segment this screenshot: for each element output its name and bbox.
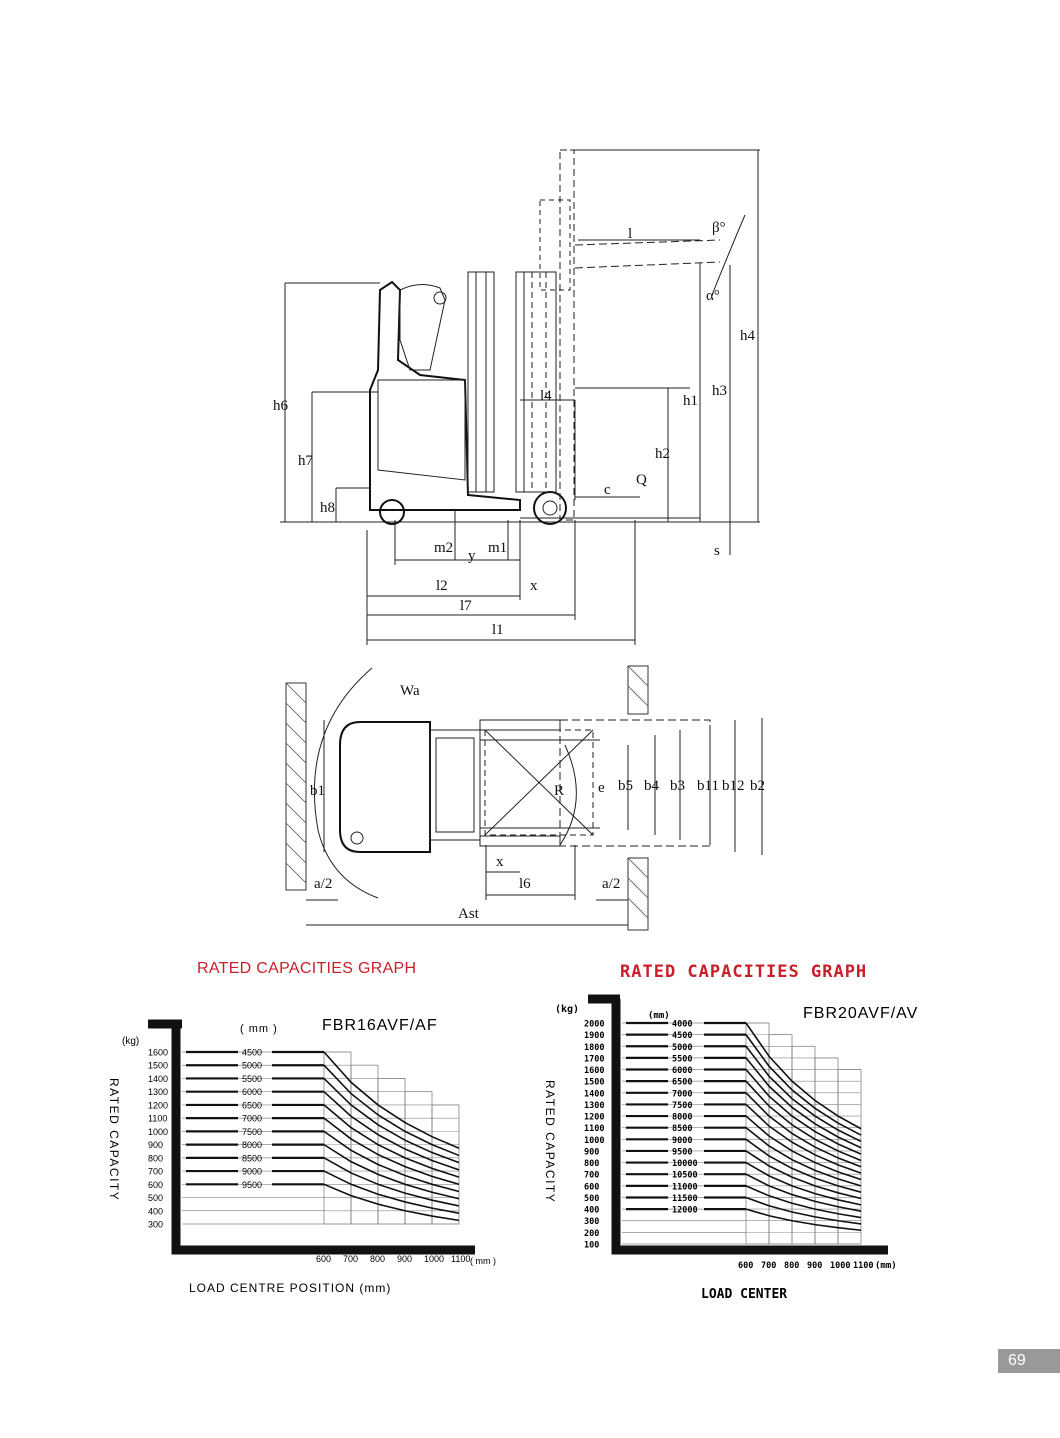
y-tick-label: 1800: [584, 1042, 605, 1053]
svg-text:c: c: [604, 482, 611, 498]
y-tick-label: 400: [148, 1206, 164, 1217]
svg-text:Ast: Ast: [458, 906, 479, 922]
svg-text:l: l: [628, 226, 633, 242]
left-chart-model: FBR16AVF/AF: [322, 1017, 438, 1034]
series-label: 8000: [672, 1112, 693, 1123]
y-tick-label: 1200: [584, 1112, 605, 1123]
y-tick-label: 300: [148, 1219, 164, 1230]
right-chart-x-unit: (mm): [875, 1261, 897, 1271]
y-tick-label: 1600: [148, 1047, 169, 1058]
x-tick-label: 900: [807, 1261, 823, 1271]
y-tick-label: 1300: [584, 1100, 605, 1111]
svg-text:b2: b2: [750, 778, 765, 794]
x-tick-label: 800: [784, 1261, 800, 1271]
svg-text:a/2: a/2: [602, 876, 621, 892]
svg-text:y: y: [468, 548, 476, 564]
right-chart-unit-mm: (mm): [648, 1011, 670, 1021]
y-tick-label: 600: [148, 1179, 164, 1190]
y-tick-label: 500: [148, 1193, 164, 1204]
left-chart-x-axis-title: LOAD CENTRE POSITION (mm): [189, 1281, 392, 1295]
svg-text:b4: b4: [644, 778, 659, 794]
x-tick-label: 600: [316, 1254, 332, 1264]
series-label: 9500: [672, 1147, 693, 1158]
series-label: 6500: [242, 1100, 263, 1111]
series-label: 6000: [672, 1066, 693, 1077]
x-tick-label: 800: [370, 1254, 386, 1264]
series-label: 5000: [672, 1042, 693, 1053]
y-tick-label: 1100: [584, 1124, 605, 1135]
series-label: 11000: [672, 1182, 698, 1193]
svg-text:l7: l7: [460, 598, 472, 614]
series-label: 5500: [672, 1054, 693, 1065]
y-tick-label: 1400: [584, 1089, 605, 1100]
side-view: [273, 150, 760, 645]
x-tick-label: 1000: [830, 1261, 851, 1271]
capacity-curve: [324, 1078, 459, 1162]
x-tick-label: 1100: [451, 1254, 471, 1264]
x-tick-label: 700: [343, 1254, 359, 1264]
y-tick-label: 1500: [148, 1060, 169, 1071]
series-label: 4500: [672, 1031, 693, 1042]
left-capacity-chart: [100, 1010, 530, 1320]
svg-text:h6: h6: [273, 398, 288, 414]
series-label: 10500: [672, 1170, 698, 1181]
y-tick-label: 700: [148, 1166, 164, 1177]
left-chart-unit-mm: ( mm ): [240, 1023, 278, 1035]
top-view: [286, 666, 765, 930]
svg-text:b1: b1: [310, 783, 325, 799]
y-tick-label: 900: [148, 1140, 164, 1151]
series-label: 12000: [672, 1205, 698, 1216]
y-tick-label: 100: [584, 1240, 600, 1251]
series-label: 7000: [672, 1089, 693, 1100]
right-graph-title: RATED CAPACITIES GRAPH: [620, 962, 868, 982]
right-chart-x-axis-title: LOAD CENTER: [701, 1287, 788, 1302]
left-chart-x-unit: ( mm ): [470, 1256, 496, 1266]
y-tick-label: 300: [584, 1217, 600, 1228]
series-label: 11500: [672, 1193, 698, 1204]
series-label: 4000: [672, 1019, 693, 1030]
svg-text:Wa: Wa: [400, 683, 420, 699]
series-label: 8500: [242, 1153, 263, 1164]
series-label: 7500: [242, 1126, 263, 1137]
x-tick-label: 700: [761, 1261, 777, 1271]
svg-text:b12: b12: [722, 778, 745, 794]
y-tick-label: 1000: [584, 1135, 605, 1146]
series-label: 6000: [242, 1087, 263, 1098]
svg-text:h2: h2: [655, 446, 670, 462]
series-label: 6500: [672, 1077, 693, 1088]
x-tick-label: 1100: [853, 1261, 874, 1271]
svg-text:x: x: [496, 854, 504, 870]
capacity-curve: [746, 1058, 861, 1148]
series-label: 9500: [242, 1179, 263, 1190]
y-tick-label: 1500: [584, 1077, 605, 1088]
y-tick-label: 400: [584, 1205, 600, 1216]
series-label: 9000: [242, 1166, 263, 1177]
svg-text:h4: h4: [740, 328, 755, 344]
right-chart-model: FBR20AVF/AV: [803, 1005, 919, 1022]
series-label: 5500: [242, 1073, 263, 1084]
svg-text:l2: l2: [436, 578, 448, 594]
svg-text:b11: b11: [697, 778, 719, 794]
right-chart-unit-kg: (kg): [555, 1004, 580, 1015]
y-tick-label: 1400: [148, 1073, 169, 1084]
series-label: 8500: [672, 1124, 693, 1135]
y-tick-label: 800: [148, 1153, 164, 1164]
y-tick-label: 1200: [148, 1100, 169, 1111]
y-tick-label: 200: [584, 1228, 600, 1239]
y-tick-label: 500: [584, 1193, 600, 1204]
series-label: 4500: [242, 1047, 263, 1058]
series-label: 10000: [672, 1159, 698, 1170]
svg-text:β°: β°: [712, 220, 726, 236]
page-number: 69: [998, 1349, 1060, 1373]
x-tick-label: 1000: [424, 1254, 445, 1264]
y-tick-label: 1100: [148, 1113, 168, 1124]
series-label: 9000: [672, 1135, 693, 1146]
svg-text:h7: h7: [298, 453, 313, 469]
series-label: 5000: [242, 1060, 263, 1071]
y-tick-label: 1900: [584, 1031, 605, 1042]
svg-text:e: e: [598, 780, 605, 796]
svg-text:m1: m1: [488, 540, 508, 556]
x-tick-label: 600: [738, 1261, 754, 1271]
series-label: 8000: [242, 1140, 263, 1151]
grid-cell-column: [838, 1070, 861, 1244]
y-tick-label: 1700: [584, 1054, 605, 1065]
svg-text:h1: h1: [683, 393, 698, 409]
svg-text:h8: h8: [320, 500, 335, 516]
y-tick-label: 1600: [584, 1066, 605, 1077]
svg-text:s: s: [714, 543, 720, 559]
capacity-curve: [746, 1093, 861, 1167]
left-graph-title: RATED CAPACITIES GRAPH: [197, 960, 417, 977]
y-tick-label: 1300: [148, 1087, 169, 1098]
y-tick-label: 800: [584, 1159, 600, 1170]
capacity-curve: [324, 1145, 459, 1199]
capacity-curve: [746, 1151, 861, 1199]
svg-text:a/2: a/2: [314, 876, 333, 892]
right-chart-y-axis-title: RATED CAPACITY: [543, 1080, 557, 1204]
svg-text:α°: α°: [706, 288, 720, 304]
left-chart-unit-kg: (kg): [122, 1036, 140, 1047]
series-label: 7500: [672, 1100, 693, 1111]
right-capacity-chart: [538, 990, 958, 1310]
x-tick-label: 900: [397, 1254, 413, 1264]
capacity-curve: [746, 1046, 861, 1141]
svg-text:l6: l6: [519, 876, 531, 892]
svg-text:h3: h3: [712, 383, 727, 399]
y-tick-label: 600: [584, 1182, 600, 1193]
svg-text:m2: m2: [434, 540, 454, 556]
svg-text:b3: b3: [670, 778, 685, 794]
left-chart-y-axis-title: RATED CAPACITY: [107, 1078, 121, 1202]
y-tick-label: 2000: [584, 1019, 605, 1030]
svg-text:b5: b5: [618, 778, 633, 794]
capacity-curve: [746, 1023, 861, 1129]
svg-text:x: x: [530, 578, 538, 594]
y-tick-label: 1000: [148, 1126, 169, 1137]
svg-text:R: R: [554, 783, 565, 799]
svg-text:l1: l1: [492, 622, 504, 638]
svg-text:l4: l4: [540, 388, 552, 404]
y-tick-label: 700: [584, 1170, 600, 1181]
y-tick-label: 900: [584, 1147, 600, 1158]
capacity-curve: [746, 1209, 861, 1230]
series-label: 7000: [242, 1113, 263, 1124]
svg-text:Q: Q: [636, 472, 647, 488]
